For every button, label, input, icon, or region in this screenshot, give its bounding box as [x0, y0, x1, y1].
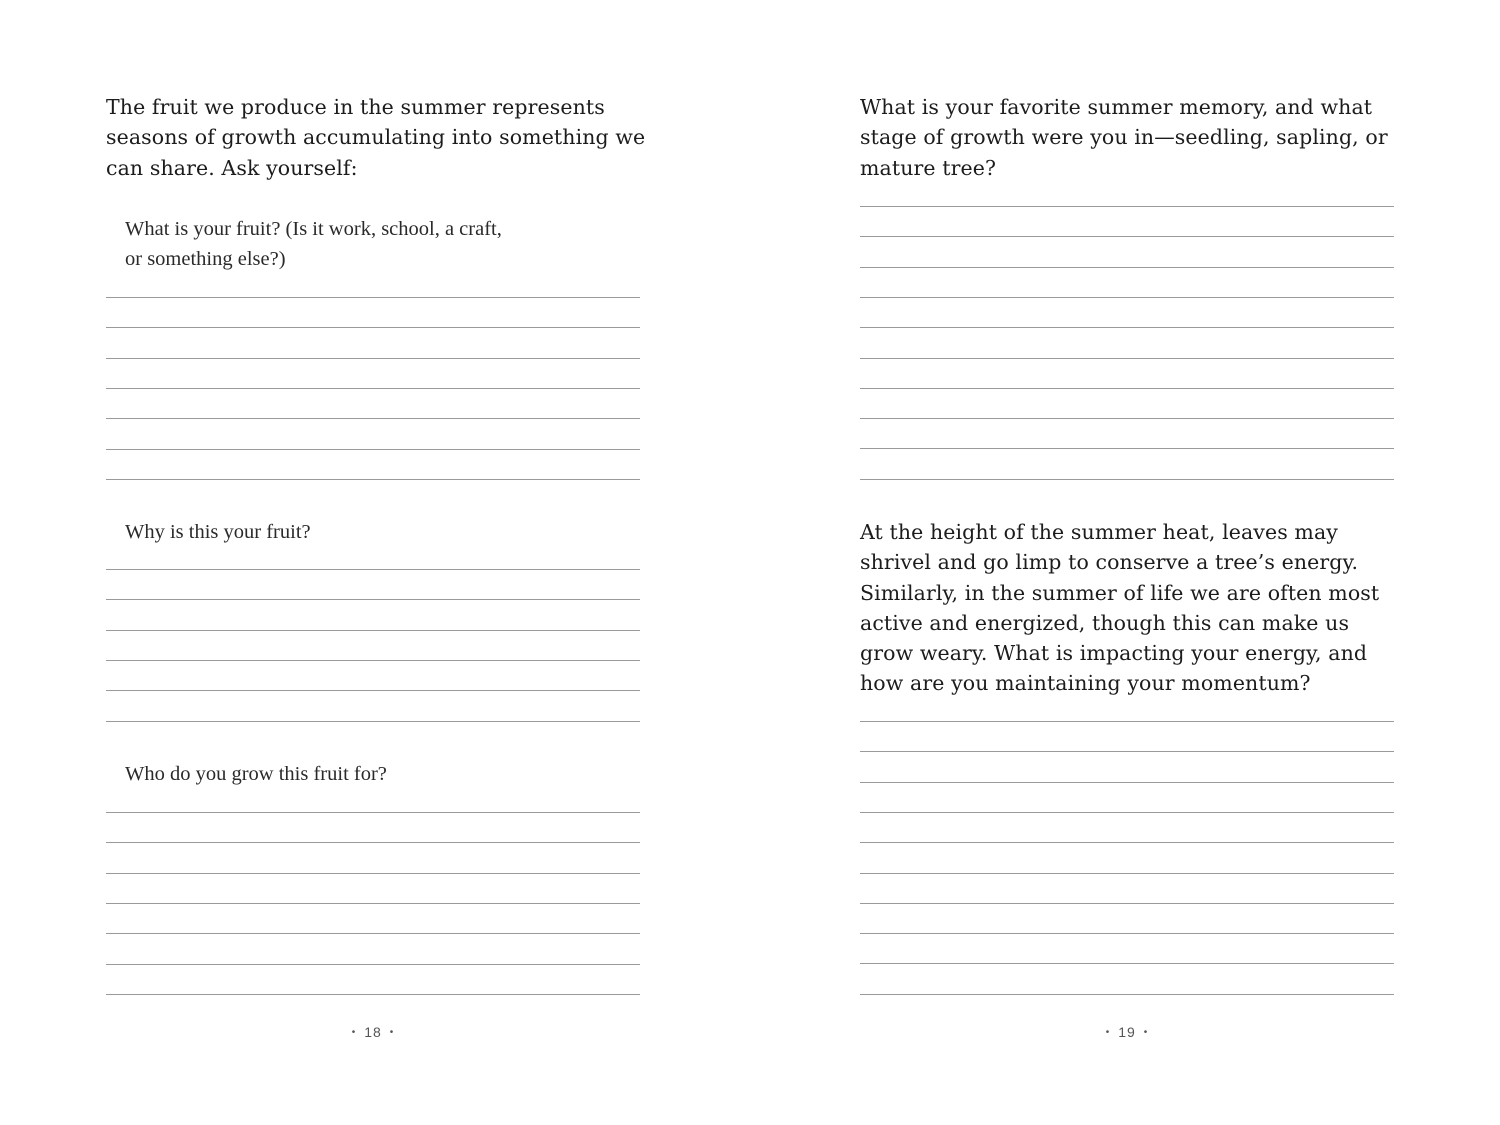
page-number-text: 18	[364, 1024, 382, 1040]
question-line: active and energized, though this can make us	[860, 610, 1350, 635]
writing-line[interactable]	[860, 358, 1394, 359]
writing-line[interactable]	[106, 660, 640, 661]
question-line: At the height of the summer heat, leaves may	[860, 520, 1338, 544]
writing-line[interactable]	[860, 297, 1394, 298]
writing-line[interactable]	[106, 358, 640, 359]
writing-line[interactable]	[860, 206, 1394, 207]
writing-line[interactable]	[860, 236, 1394, 237]
intro-line: The fruit we produce in the summer represents	[106, 95, 605, 119]
writing-line[interactable]	[860, 994, 1394, 995]
writing-line[interactable]	[106, 297, 640, 298]
writing-line[interactable]	[106, 569, 640, 570]
writing-line[interactable]	[860, 812, 1394, 813]
prompt-what-is-your-fruit	[125, 214, 502, 275]
folio-dot: •	[351, 1027, 357, 1038]
writing-line[interactable]	[860, 448, 1394, 449]
writing-line[interactable]	[860, 903, 1394, 904]
prompt-who-grow-for	[125, 759, 387, 789]
writing-line[interactable]	[860, 933, 1394, 934]
writing-line[interactable]	[860, 327, 1394, 328]
left-intro-paragraph	[106, 92, 645, 183]
intro-line: seasons of growth accumulating into something we	[106, 125, 646, 150]
writing-line[interactable]	[106, 690, 640, 691]
page-number	[1077, 1024, 1177, 1040]
writing-line[interactable]	[860, 388, 1394, 389]
writing-line[interactable]	[860, 873, 1394, 874]
right-page	[750, 0, 1500, 1125]
question-line: how are you maintaining your momentum?	[860, 671, 1311, 696]
prompt-line: or something else?)	[125, 248, 286, 271]
writing-line[interactable]	[106, 903, 640, 904]
intro-line: can share. Ask yourself:	[106, 155, 358, 180]
writing-line[interactable]	[106, 418, 640, 419]
writing-line[interactable]	[106, 449, 640, 450]
writing-line[interactable]	[860, 842, 1394, 843]
writing-line[interactable]	[106, 630, 640, 631]
writing-line[interactable]	[860, 267, 1394, 268]
folio-dot: •	[389, 1027, 395, 1038]
page-number-text: 19	[1118, 1024, 1136, 1040]
writing-line[interactable]	[106, 994, 640, 995]
writing-line[interactable]	[860, 963, 1394, 964]
right-question-summer-memory	[860, 92, 1388, 183]
writing-line[interactable]	[106, 479, 640, 480]
right-question-energy	[860, 517, 1379, 699]
writing-line[interactable]	[106, 388, 640, 389]
writing-line[interactable]	[106, 933, 640, 934]
writing-line[interactable]	[860, 721, 1394, 722]
prompt-line: What is your fruit? (Is it work, school, a craft,	[125, 218, 502, 240]
writing-line[interactable]	[860, 782, 1394, 783]
writing-line[interactable]	[106, 812, 640, 813]
writing-line[interactable]	[860, 479, 1394, 480]
writing-line[interactable]	[106, 964, 640, 965]
question-line: mature tree?	[860, 155, 997, 180]
writing-line[interactable]	[860, 418, 1394, 419]
writing-line[interactable]	[106, 842, 640, 843]
question-line: stage of growth were you in—seedling, sapling, or	[860, 125, 1388, 150]
folio-dot: •	[1105, 1027, 1111, 1038]
question-line: What is your favorite summer memory, and what	[860, 95, 1373, 119]
folio-dot: •	[1143, 1027, 1149, 1038]
writing-line[interactable]	[860, 751, 1394, 752]
page-number	[323, 1024, 423, 1040]
writing-line[interactable]	[106, 599, 640, 600]
writing-line[interactable]	[106, 721, 640, 722]
prompt-why-your-fruit	[125, 517, 311, 547]
writing-line[interactable]	[106, 327, 640, 328]
question-line: grow weary. What is impacting your energy, and	[860, 641, 1368, 666]
prompt-line: Why is this your fruit?	[125, 521, 311, 543]
question-line: shrivel and go limp to conserve a tree’s energy.	[860, 550, 1359, 575]
writing-line[interactable]	[106, 873, 640, 874]
prompt-line: Who do you grow this fruit for?	[125, 763, 387, 785]
question-line: Similarly, in the summer of life we are often most	[860, 580, 1380, 605]
